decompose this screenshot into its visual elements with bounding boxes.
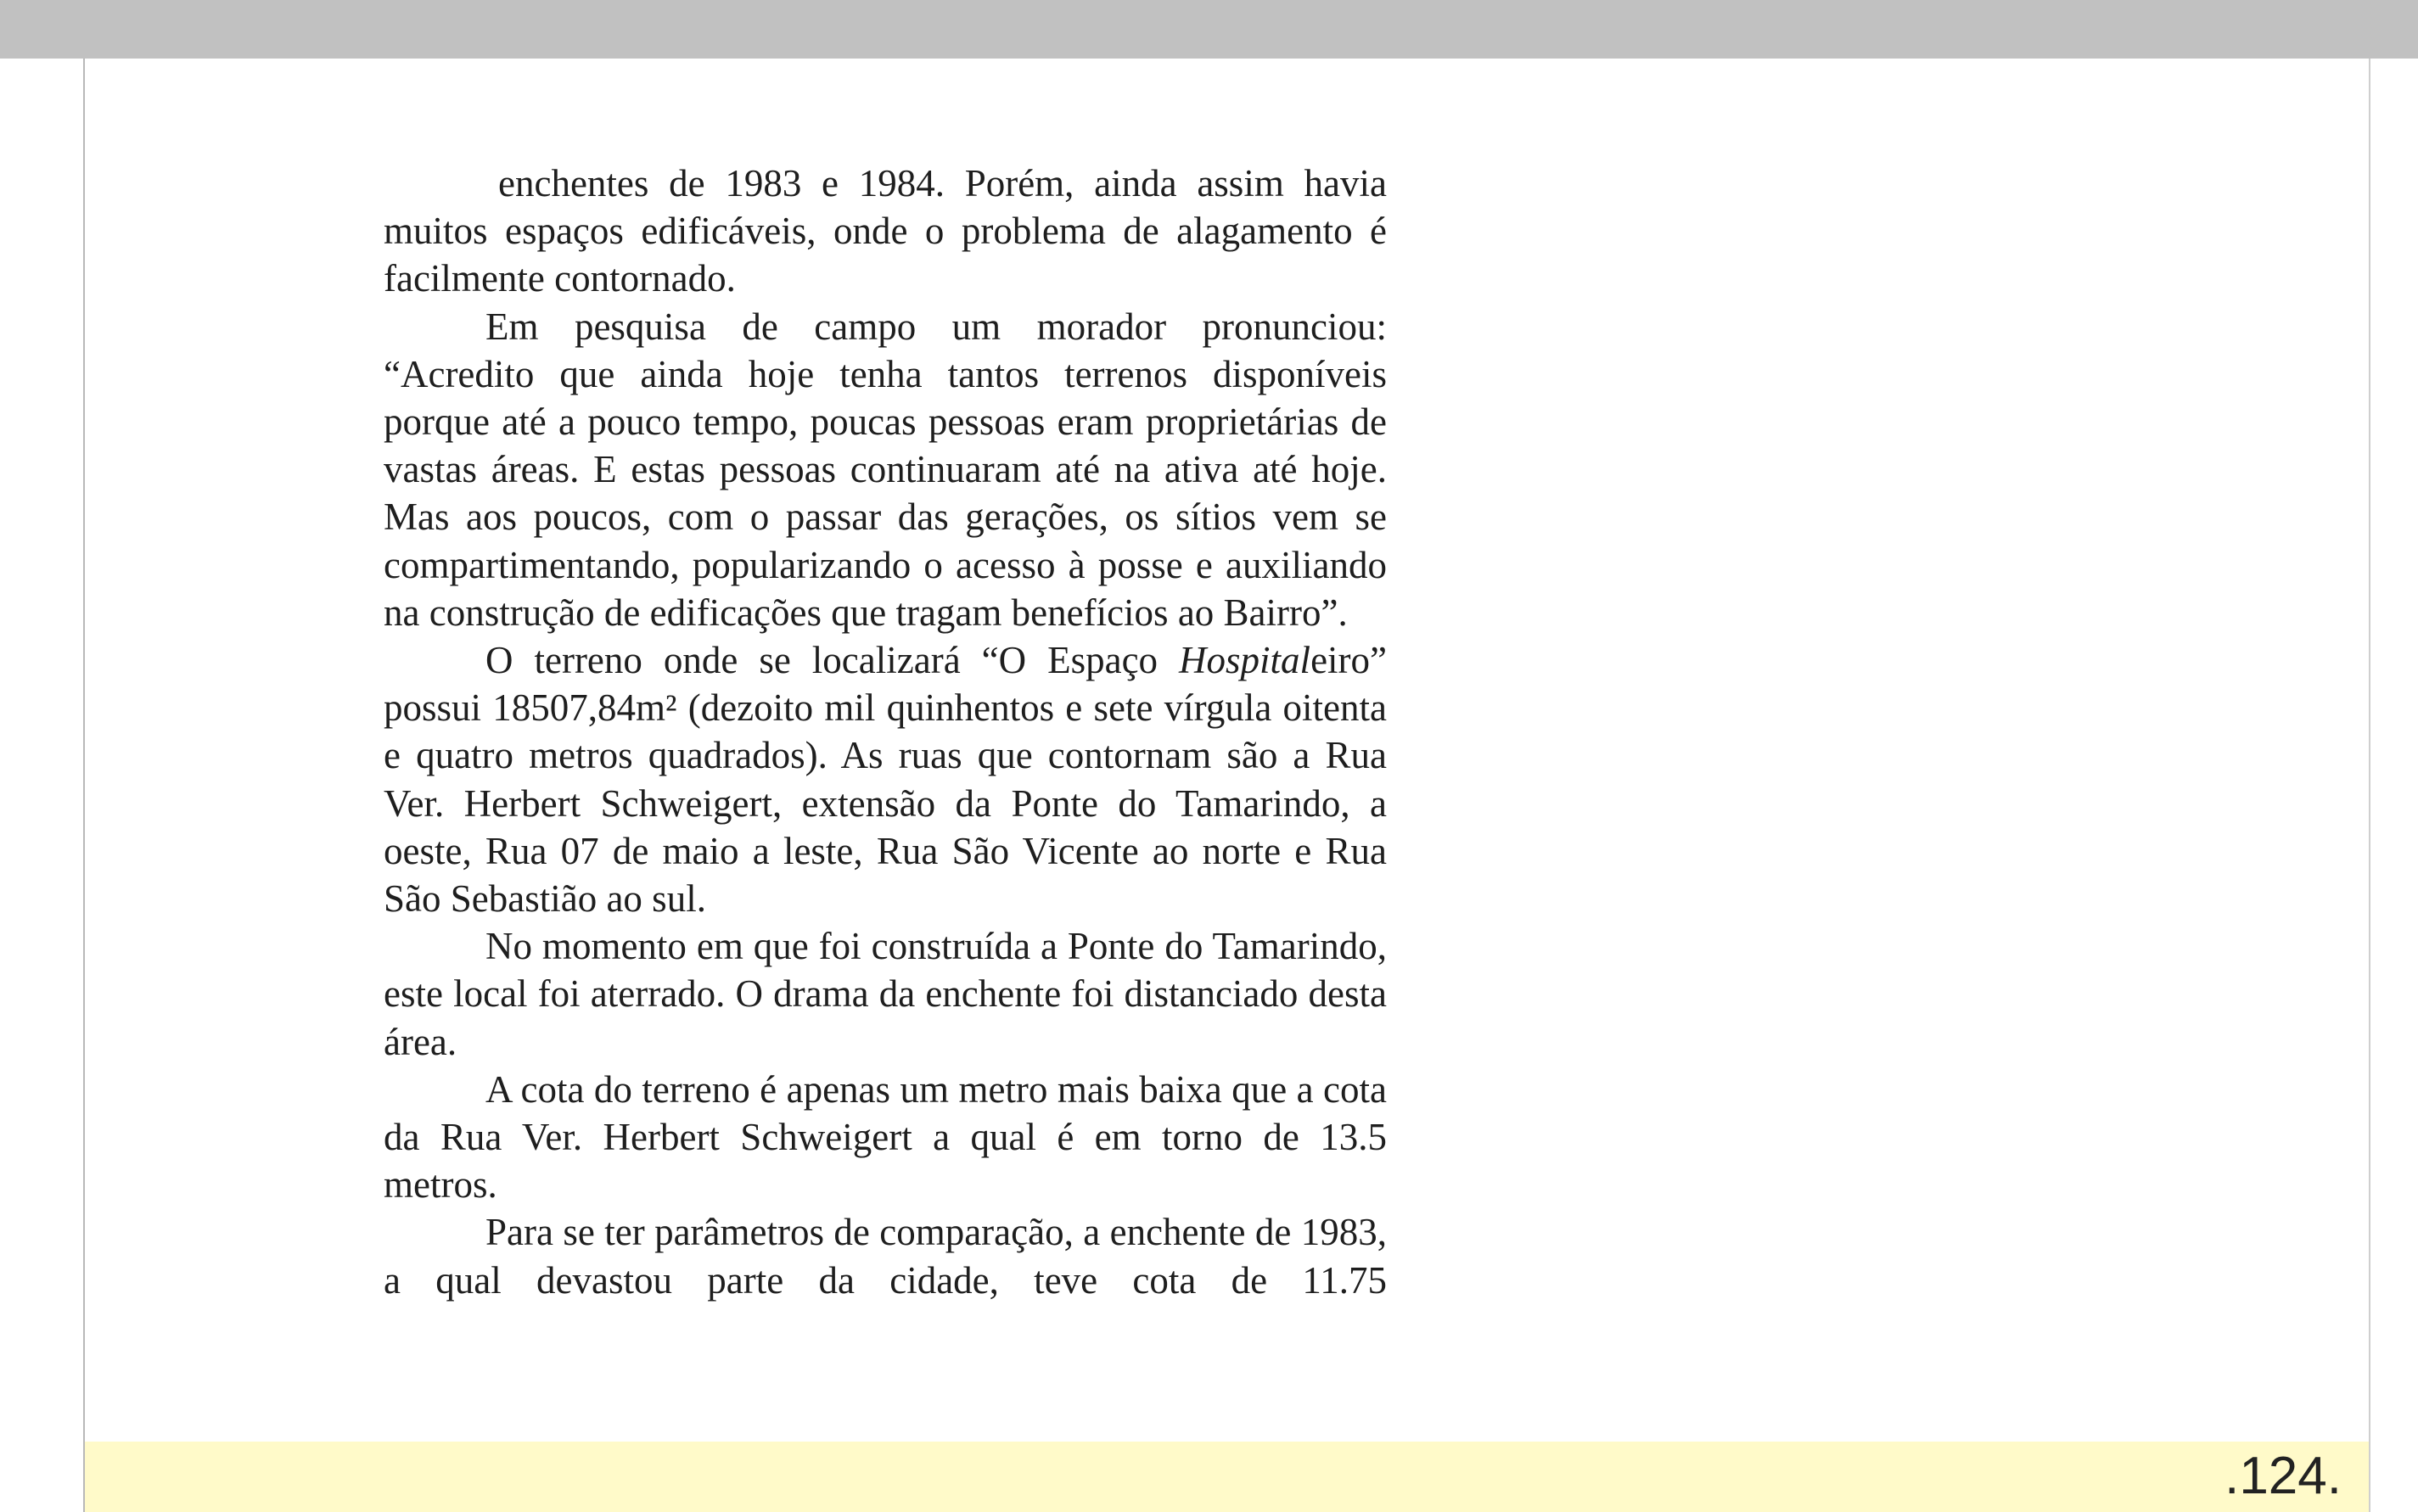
paragraph-5: A cota do terreno é apenas um metro mais baixa que a cota da Rua Ver. Herbert Schweigert a qual é em torno de 13.5 metros. [384, 1067, 1387, 1207]
page-left-border [83, 59, 85, 1512]
paragraph-3-italic: Hospital [1179, 639, 1311, 682]
page-number: .124. [2224, 1447, 2342, 1505]
body-text [384, 160, 1387, 1304]
paragraph-3 [384, 636, 1387, 922]
paragraph-3-start: O terreno onde se localizará “O Espaço [485, 639, 1180, 682]
paragraph-2: Em pesquisa de campo um morador pronunciou: “Acredito que ainda hoje tenha tantos terrenos disponíveis porque até a pouco tempo, poucas pessoas eram proprietárias de vastas áreas. E estas pessoas continuaram até na ativa até hoje. Mas aos poucos, com o passar das gerações, os sítios vem se compartimentando, popularizando o acesso à posse e auxiliando na construção de edificações que tragam benefícios ao Bairro”. [384, 305, 1387, 634]
paragraph-3-end: eiro” possui 18507,84m² (dezoito mil quinhentos e sete vírgula oitenta e quatro metros quadrados). As ruas que contornam são a Rua Ver. Herbert Schweigert, extensão da Ponte do Tamarindo, a oeste, Rua 07 de maio a leste, Rua São Vicente ao norte e Rua São Sebastião ao sul. [384, 639, 1387, 921]
viewer-top-bar [0, 0, 2418, 59]
paragraph-1: enchentes de 1983 e 1984. Porém, ainda assim havia muitos espaços edificáveis, onde o problema de alagamento é facilmente contornado. [384, 162, 1387, 300]
paragraph-6: Para se ter parâmetros de comparação, a enchente de 1983, a qual devastou parte da cidade, teve cota de 11.75 [384, 1211, 1387, 1302]
paragraph-4: No momento em que foi construída a Ponte do Tamarindo, este local foi aterrado. O drama da enchente foi distanciado desta área. [384, 925, 1387, 1063]
footer-band [85, 1442, 2369, 1512]
page-right-border [2369, 59, 2370, 1512]
